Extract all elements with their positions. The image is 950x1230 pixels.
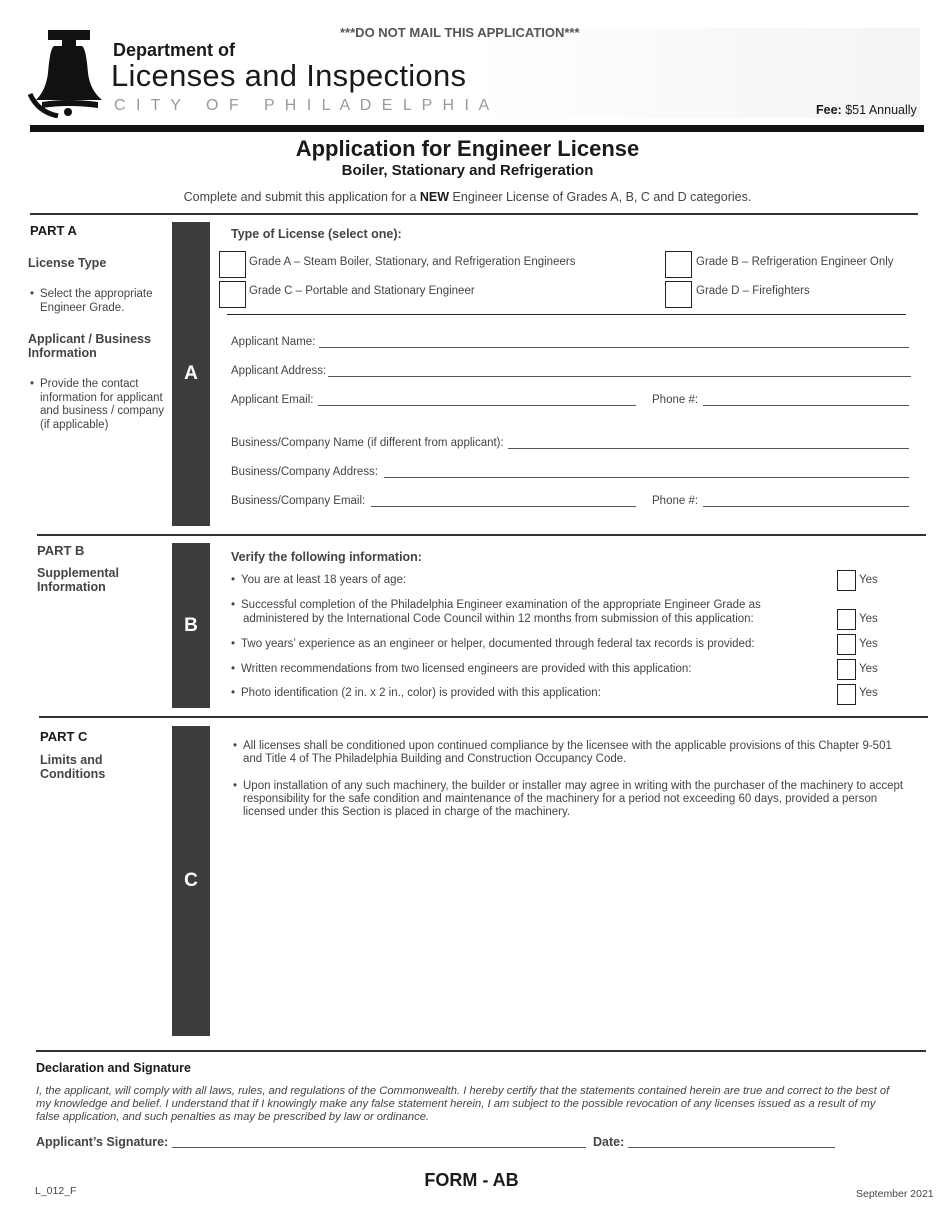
part-a-bar: A [172,222,210,526]
part-a-heading: PART A [30,223,77,238]
applicant-name-label: Applicant Name: [231,336,316,348]
applicant-address-label: Applicant Address: [231,365,327,377]
part-c-top-rule [39,716,928,718]
intro-bold: NEW [419,190,450,204]
applicant-address-field[interactable] [328,376,911,377]
fee-value: $51 Annually [845,103,917,117]
form-code: L_012_F [35,1185,77,1197]
part-b-subheading: Supplemental Information [37,566,119,594]
business-address-field[interactable] [384,477,909,478]
verify-item-experience: • Two years’ experience as an engineer or helper, documented through federal tax records is provided: [241,638,755,650]
form-date: September 2021 [856,1188,934,1200]
condition-item-2: • Upon installation of any such machinery, the builder or installer may agree in writing with the purchaser of the machinery to accept [243,780,903,792]
verify-item-exam-cont: administered by the International Code Council within 12 months from submission of this application: [243,613,754,625]
license-type-label: Type of License (select one): [231,227,402,241]
verify-experience-yes: Yes [859,638,878,650]
verify-photo-yes: Yes [859,687,878,699]
phone-label-1: Phone #: [652,394,699,406]
verify-experience-checkbox[interactable] [837,634,856,655]
page-title: Application for Engineer License [295,136,640,161]
part-a-top-rule [30,213,918,215]
grade-c-checkbox[interactable] [219,281,246,308]
declaration-heading: Declaration and Signature [36,1061,191,1075]
grade-a-label: Grade A – Steam Boiler, Stationary, and Refrigeration Engineers [249,256,576,268]
verify-label: Verify the following information: [231,550,422,564]
condition-item-2-cont1: responsibility for the safe condition and maintenance of the machinery for a period not exceeding 60 days, provided a person [243,793,878,805]
applicant-email-label: Applicant Email: [231,394,314,406]
verify-age-yes: Yes [859,574,878,586]
liberty-bell-icon [28,28,108,118]
verify-item-age: • You are at least 18 years of age: [241,574,406,586]
phone-label-2: Phone #: [652,495,699,507]
intro-text [0,190,935,204]
page-subtitle: Boiler, Stationary and Refrigeration [341,162,594,179]
verify-item-photo: • Photo identification (2 in. x 2 in., color) is provided with this application: [241,687,601,699]
signature-label: Applicant’s Signature: [36,1135,169,1149]
grade-c-label: Grade C – Portable and Stationary Engineer [249,285,475,297]
applicant-info-heading: Applicant / Business Information [28,332,151,360]
verify-age-checkbox[interactable] [837,570,856,591]
verify-photo-checkbox[interactable] [837,684,856,705]
applicant-name-field[interactable] [319,347,909,348]
dept-line1: Department of [113,40,236,60]
date-field[interactable] [628,1147,835,1148]
declaration-top-rule [36,1050,926,1052]
business-address-label: Business/Company Address: [231,466,379,478]
fee [816,103,917,117]
business-email-label: Business/Company Email: [231,495,366,507]
license-type-heading: License Type [28,256,107,270]
verify-recommendations-yes: Yes [859,663,878,675]
grade-divider [227,314,906,315]
business-name-field[interactable] [508,448,909,449]
fee-label: Fee: [816,103,842,117]
verify-recommendations-checkbox[interactable] [837,659,856,680]
part-c-subheading: Limits and Conditions [40,753,106,781]
grade-b-label: Grade B – Refrigeration Engineer Only [696,256,894,268]
do-not-mail-notice: ***DO NOT MAIL THIS APPLICATION*** [340,25,580,40]
part-b-heading: PART B [37,543,85,558]
declaration-text-2: my knowledge and belief. I understand that if I knowingly make any false statement herein, I am subject to the possible revocation of any licenses issued as a result of my [36,1098,876,1110]
phone-field-2[interactable] [703,506,909,507]
part-b-bar: B [172,543,210,708]
date-label: Date: [593,1135,625,1149]
verify-item-recommendations: • Written recommendations from two licensed engineers are provided with this application: [241,663,691,675]
part-c-bar: C [172,726,210,1036]
verify-item-exam: • Successful completion of the Philadelphia Engineer examination of the appropriate Engineer Grade as [241,599,761,611]
grade-d-label: Grade D – Firefighters [696,285,810,297]
part-c-heading: PART C [40,729,88,744]
dept-line2: Licenses and Inspections [111,58,467,93]
condition-item-1-cont: and Title 4 of The Philadelphia Building and Construction Occupancy Code. [243,753,627,765]
verify-exam-yes: Yes [859,613,878,625]
license-type-note: • Select the appropriate Engineer Grade. [40,287,165,315]
city-line: C I T Y O F P H I L A D E L P H I A [114,97,493,114]
applicant-info-note: • Provide the contact information for applicant and business / company (if applicable) [40,378,165,432]
grade-a-checkbox[interactable] [219,251,246,278]
form-name: FORM - AB [424,1170,519,1190]
business-email-field[interactable] [371,506,636,507]
signature-field[interactable] [172,1147,586,1148]
declaration-text-1: I, the applicant, will comply with all laws, rules, and regulations of the Commonwealth. I hereby certify that the statements contained herein are true and correct to the best of [36,1085,890,1097]
condition-item-2-cont2: licensed under this Section is placed in charge of the machinery. [243,806,571,818]
applicant-email-field[interactable] [318,405,636,406]
declaration-text-3: false application, and such penalties as may be prescribed by law or ordinance. [36,1111,430,1123]
intro-post: Engineer License of Grades A, B, C and D categories. [449,190,752,204]
grade-d-checkbox[interactable] [665,281,692,308]
phone-field-1[interactable] [703,405,909,406]
part-b-top-rule [37,534,926,536]
business-name-label: Business/Company Name (if different from applicant): [231,437,504,449]
condition-item-1: • All licenses shall be conditioned upon continued compliance by the licensee with the applicable provisions of this Chapter 9-501 [243,740,892,752]
verify-exam-checkbox[interactable] [837,609,856,630]
intro-pre: Complete and submit this application for a [183,190,420,204]
header-thick-rule [30,125,924,132]
grade-b-checkbox[interactable] [665,251,692,278]
